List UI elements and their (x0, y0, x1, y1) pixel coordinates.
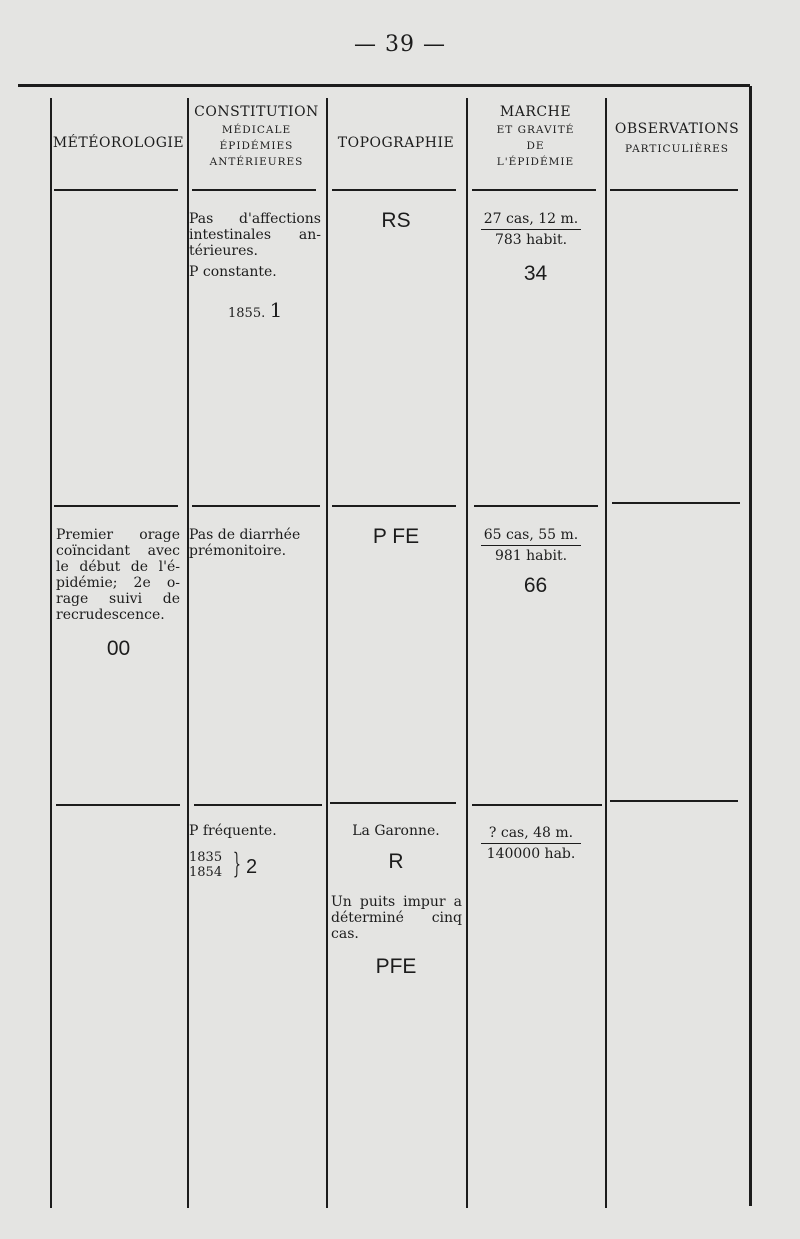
header-topographie: TOPOGRAPHIE (337, 135, 455, 151)
row-rule (56, 804, 180, 806)
row-rule (472, 804, 602, 806)
constitution-year-end: 1854 (189, 865, 223, 880)
row-rule (610, 800, 738, 802)
constitution-number: 2 (246, 856, 258, 878)
constitution-years (189, 850, 222, 880)
header-rule (54, 189, 178, 191)
header-rule (610, 189, 738, 191)
table-top-rule (18, 84, 750, 87)
constitution-year: 1855. (228, 306, 266, 321)
marche-population: 783 habit. (494, 232, 568, 248)
header-marche: MARCHE ET GRAVITÉ DE L'ÉPIDÉMIE (496, 104, 575, 169)
topographie-code-2: PFE (375, 955, 417, 978)
marche-fraction (481, 527, 581, 564)
marche-fraction (481, 211, 581, 248)
marche-value: 66 (523, 574, 548, 597)
marche-population: 140000 hab. (486, 846, 576, 862)
constitution-brace: } (232, 847, 241, 880)
constitution-p: P fréquente. (189, 823, 277, 839)
column-divider (605, 98, 607, 1208)
header-rule (332, 189, 456, 191)
topographie-code: P FE (372, 525, 420, 548)
row-rule (612, 502, 740, 504)
row-rule (192, 505, 320, 507)
topographie-note: Un puits impur a déterminé cinq cas. (331, 894, 462, 942)
header-meteorologie: MÉTÉOROLOGIE (52, 135, 185, 151)
header-constitution: CONSTITUTION MÉDICALE ÉPIDÉMIES ANTÉRIEURES (194, 104, 319, 169)
marche-cases: ? cas, 48 m. (481, 825, 581, 844)
meteo-text: Premier orage coïncidant avec le début de l'épidémie; 2e orage suivi de recrudescence. (56, 527, 180, 623)
header-observations: OBSERVATIONS PARTICULIÈRES (614, 121, 740, 156)
header-rule (472, 189, 596, 191)
topographie-code: R (388, 850, 404, 873)
row-rule (330, 802, 456, 804)
marche-cases: 65 cas, 55 m. (481, 527, 581, 546)
row-rule (332, 505, 456, 507)
marche-fraction (481, 825, 581, 862)
page-number: — 39 — (354, 32, 446, 57)
column-divider (326, 98, 328, 1208)
row-rule (474, 505, 598, 507)
row-rule (194, 804, 322, 806)
meteo-code: 00 (106, 637, 131, 660)
header-rule (192, 189, 316, 191)
constitution-p: P constante. (189, 264, 277, 280)
constitution-text: Pas de diarrhée prémonitoire. (189, 527, 301, 559)
marche-value: 34 (523, 262, 548, 285)
constitution-number: 1 (269, 298, 283, 322)
constitution-year-line (228, 298, 283, 322)
constitution-text: Pas d'affections intestinales antérieures. (189, 211, 321, 259)
column-divider (749, 86, 752, 1206)
marche-cases: 27 cas, 12 m. (481, 211, 581, 230)
constitution-year-start: 1835 (189, 850, 223, 865)
topographie-code: RS (381, 209, 411, 232)
marche-population: 981 habit. (494, 548, 568, 564)
row-rule (54, 505, 178, 507)
topographie-place: La Garonne. (352, 823, 440, 839)
